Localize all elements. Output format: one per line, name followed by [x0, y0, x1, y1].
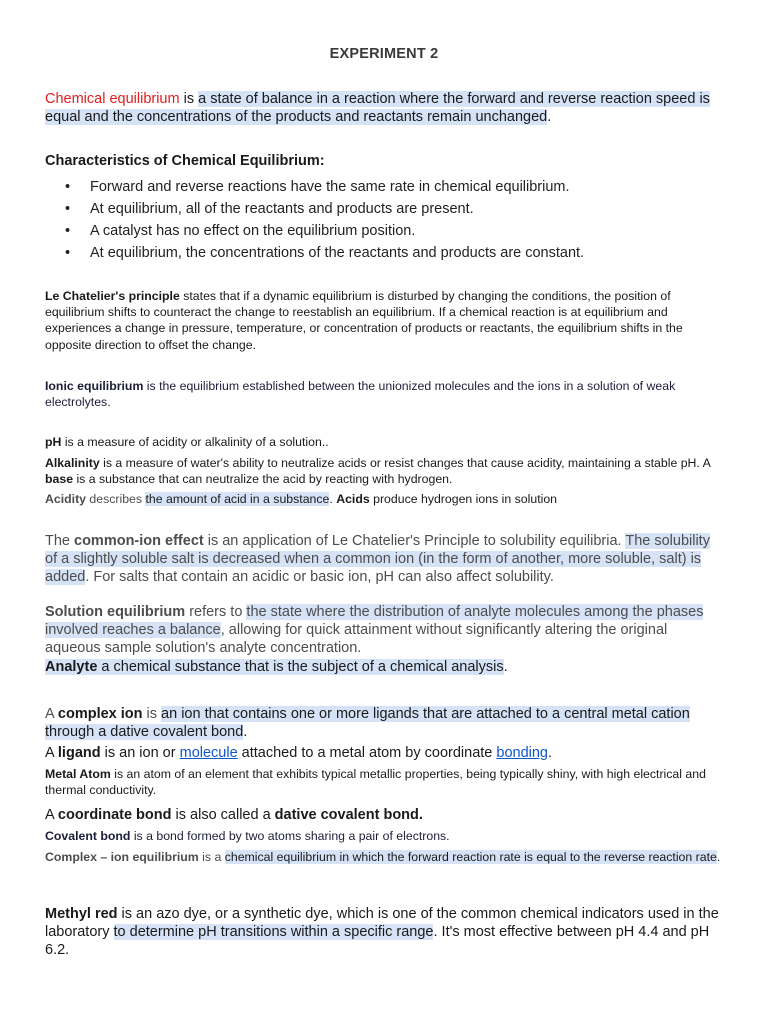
period: . [716, 850, 721, 864]
base-text: is a substance that can neutralize the acid by reacting with hydrogen. [73, 472, 453, 487]
covalent-bond-text: is a bond formed by two atoms sharing a pair of electrons. [130, 829, 450, 843]
is-a-text: is a [198, 850, 225, 864]
le-chatelier-paragraph [45, 288, 725, 353]
covalent-bond-paragraph [45, 828, 725, 844]
analyte-text: a chemical substance that is the subject of a chemical analysis [97, 659, 504, 675]
common-ion-text: is an application of Le Chatelier's Principle to solubility equilibria. [203, 533, 626, 549]
list-item: • A catalyst has no effect on the equilibrium position. [45, 220, 725, 242]
common-ion-term: common-ion effect [74, 533, 204, 549]
ionic-equilibrium-text: is the equilibrium established between the unionized molecules and the ions in a solution of weak electrolytes. [45, 379, 676, 410]
complex-ion-highlight: an ion that contains one or more ligands that are attached to a central metal cation through a dative covalent bond [45, 706, 690, 740]
acidity-paragraph [45, 491, 725, 507]
coordinate-bond-text: is also called a [171, 807, 275, 823]
le-chatelier-term: Le Chatelier's principle [45, 289, 180, 303]
covalent-bond-term: Covalent bond [45, 829, 131, 843]
methyl-red-term: Methyl red [45, 906, 118, 922]
coordinate-bond-term: coordinate bond [57, 807, 172, 823]
the-text: The [45, 533, 75, 549]
common-ion-highlight: The solubility of a slightly soluble salt is decreased when a common ion (in the form of another, more soluble, salt) is added [45, 533, 710, 585]
complex-ion-equilibrium-term: Complex – ion equilibrium [45, 850, 199, 864]
dative-covalent-bond-term: dative covalent bond. [274, 807, 423, 823]
methyl-red-highlight: to determine pH transitions within a specific range [113, 924, 434, 940]
metal-atom-term: Metal Atom [45, 767, 111, 781]
methyl-red-text-end: . It's most effective between pH 4.4 and pH 6.2. [45, 924, 710, 958]
alkalinity-text: is a measure of water's ability to neutralize acids or resist changes that cause acidity, maintaining a stable pH. [99, 456, 703, 470]
refers-text: refers to [185, 604, 247, 620]
ligand-text: is an ion or [100, 745, 180, 761]
analyte-term: Analyte [45, 659, 98, 675]
a-text: A [45, 745, 58, 761]
ionic-equilibrium-paragraph [45, 378, 725, 410]
list-item: • At equilibrium, all of the reactants and products are present. [45, 198, 725, 220]
alkalinity-term: Alkalinity [45, 456, 100, 470]
solution-equilibrium-term: Solution equilibrium [45, 604, 186, 620]
methyl-red-paragraph [45, 905, 725, 959]
alkalinity-paragraph [45, 455, 725, 487]
coordinate-bond-paragraph [45, 806, 725, 824]
complex-ion-paragraph [45, 705, 725, 741]
complex-ion-equilibrium-highlight: chemical equilibrium in which the forward reaction rate is equal to the reverse reaction rate [224, 850, 717, 864]
ph-text: is a measure of acidity or alkalinity of a solution.. [61, 435, 329, 449]
characteristics-heading: Characteristics of Chemical Equilibrium: [45, 153, 325, 169]
solution-equilibrium-highlight: the state where the distribution of analyte molecules among the phases involved reaches a balance [45, 604, 704, 638]
molecule-link[interactable]: molecule [179, 745, 238, 761]
acids-term: Acids [336, 492, 370, 506]
page-title: EXPERIMENT 2 [329, 46, 439, 62]
list-item: • At equilibrium, the concentrations of the reactants and products are constant. [45, 242, 725, 264]
period: . [503, 659, 508, 675]
highlighted-definition: a state of balance in a reaction where the forward and reverse reaction speed is equal and the concentrations of the products and reactants remain unchanged [45, 91, 710, 125]
chemical-equilibrium-definition [45, 90, 725, 126]
chemical-equilibrium-term: Chemical equilibrium [45, 91, 180, 107]
acids-text: produce hydrogen ions in solution [369, 492, 558, 506]
characteristics-list [45, 176, 725, 264]
base-a: A [702, 456, 711, 470]
acidity-term: Acidity [45, 492, 86, 506]
complex-ion-term: complex ion [57, 706, 143, 722]
ph-term: pH [45, 435, 62, 449]
period: . [243, 724, 248, 740]
is-text: is [142, 706, 162, 722]
metal-atom-paragraph [45, 766, 725, 798]
period: . [547, 109, 552, 125]
bonding-link[interactable]: bonding [496, 745, 548, 761]
common-ion-paragraph [45, 532, 725, 586]
analyte-paragraph [45, 658, 725, 676]
ligand-text-2: attached to a metal atom by coordinate [237, 745, 497, 761]
base-term: base [45, 472, 74, 487]
period: . [547, 745, 553, 761]
solution-equilibrium-paragraph [45, 603, 725, 657]
le-chatelier-text: states that if a dynamic equilibrium is disturbed by changing the conditions, the position of equilibrium shifts to counteract the change to reestablish an equilibrium. If a chemical reaction is at equilibrium and experiences a change in pressure, temperature, or concentration of products or reactants, the equilibrium shifts in the opposite direction to offset the change. [45, 289, 683, 352]
a-text: A [45, 807, 58, 823]
solution-equilibrium-text: , allowing for quick attainment without significantly altering the original aqueous sample solution's analyte concentration. [45, 622, 668, 656]
separator: . [329, 492, 337, 506]
complex-ion-equilibrium-paragraph [45, 849, 725, 865]
is-text: is [179, 91, 199, 107]
acidity-highlight: the amount of acid in a substance [145, 492, 330, 506]
methyl-red-text: is an azo dye, or a synthetic dye, which is one of the common chemical indicators used in the laboratory [45, 906, 719, 940]
ph-paragraph [45, 434, 725, 450]
ligand-paragraph [45, 744, 725, 762]
describes-text: describes [86, 492, 146, 506]
ligand-term: ligand [57, 745, 101, 761]
ionic-equilibrium-term: Ionic equilibrium [45, 379, 144, 393]
list-item: • Forward and reverse reactions have the same rate in chemical equilibrium. [45, 176, 725, 198]
a-text: A [45, 706, 58, 722]
common-ion-text-end: . For salts that contain an acidic or basic ion, pH can also affect solubility. [85, 569, 554, 585]
metal-atom-text: is an atom of an element that exhibits typical metallic properties, being typically shiny, with high electrical and thermal conductivity. [45, 767, 706, 798]
